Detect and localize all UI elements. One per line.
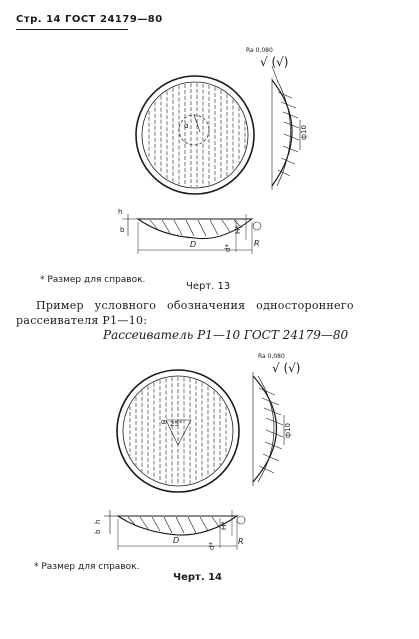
fig13-roughness-label: Ra 0,080 — [246, 47, 273, 54]
fig14-H-label: H* — [220, 521, 228, 530]
fig14-D-label: D — [173, 536, 180, 545]
fig13-H-label: H* — [234, 225, 242, 234]
fig14-R-label: R — [238, 537, 244, 546]
fig13-roughness-symbol: √ (√) — [260, 55, 289, 69]
fig13-b-label: b — [120, 226, 125, 234]
fig14-caption: Черт. 14 — [173, 572, 223, 583]
fig13-d-label: d* — [224, 244, 232, 252]
example-line-1: Пример условного обозначения одностороннего — [36, 299, 354, 312]
fig14-phi10-label: ф10 — [284, 423, 292, 438]
page-header: Стр. 14 ГОСТ 24179—80 — [16, 14, 163, 25]
fig14-b-label: b — [94, 529, 102, 534]
fig13-D-label: D — [190, 240, 197, 249]
fig13-footnote: * Размер для справок. — [40, 275, 146, 285]
fig13-caption: Черт. 13 — [186, 281, 231, 292]
fig14-roughness-label: Ra 0,080 — [258, 353, 285, 360]
example-line-2: рассеивателя Р1—10: — [16, 314, 148, 327]
fig14-h-label: h — [94, 519, 102, 524]
fig14-d-label: d* — [208, 542, 216, 550]
example-designation: Рассеиватель Р1—10 ГОСТ 24179—80 — [103, 328, 349, 342]
fig13-alpha-label: α — [184, 122, 189, 130]
fig14-alpha-label: α — [161, 418, 166, 426]
fig13-R-label: R — [254, 239, 260, 248]
fig14-roughness-symbol: √ (√) — [272, 361, 301, 375]
fig14-footnote: * Размер для справок. — [34, 562, 140, 572]
fig13-h-label: h — [118, 208, 123, 216]
fig14-angle-label: 25° — [170, 420, 183, 428]
fig13-phi10-label: ф10 — [300, 125, 308, 140]
